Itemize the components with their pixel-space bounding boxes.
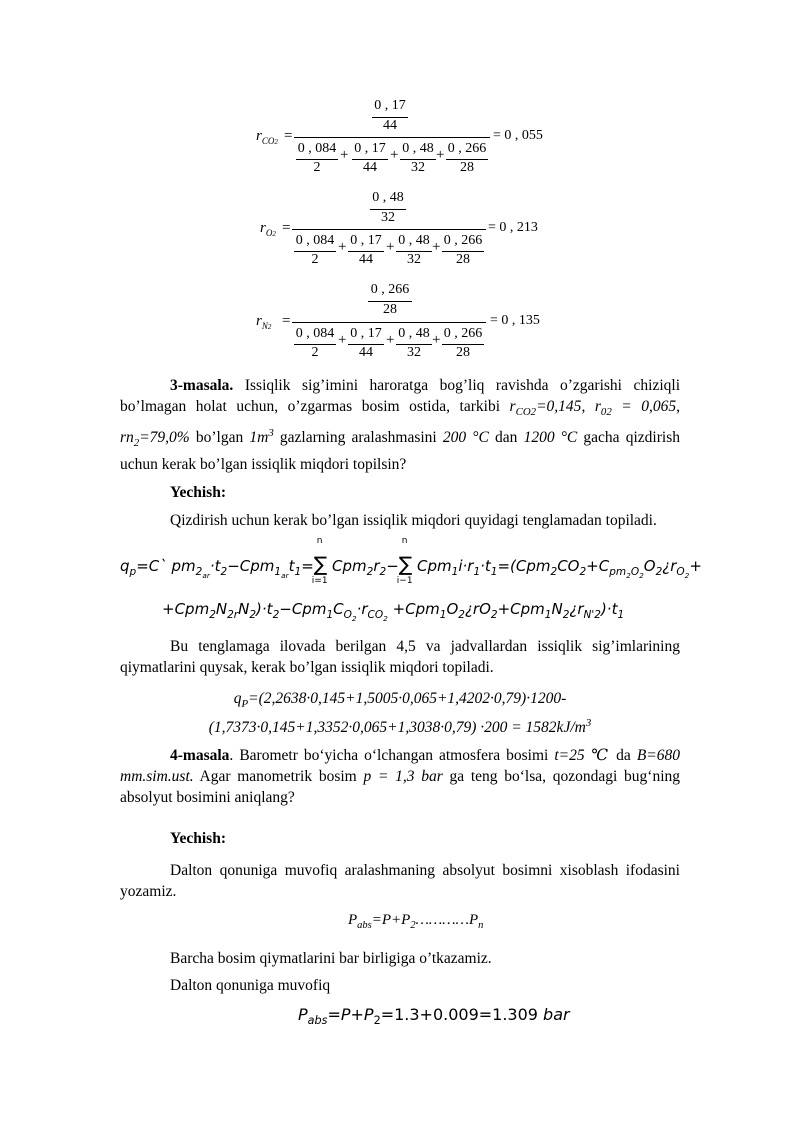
problem-4-heading: 4-masala	[170, 747, 230, 764]
dalton-text: Dalton qonuniga muvofiq	[170, 977, 331, 994]
solution-4-text: Dalton qonuniga muvofiq aralashmaning absolyut bosimni xisoblash ifodasini yozamiz.	[120, 862, 680, 900]
solution-3-label: Yechish:	[170, 484, 226, 501]
after-equation-paragraph: Bu tenglamaga ilovada berilgan 4,5 va jadvallardan issiqlik sig’imlarining qiymatlarini quysak, kerak bo’lgan issiqlik miqdori topiladi.	[120, 638, 680, 676]
eq1-result: = 0 , 055	[493, 128, 543, 143]
problem-3-heading: 3-masala.	[170, 377, 234, 394]
problem-3-paragraph: 3-masala. Issiqlik sig’imini haroratga bog’liq ravishda o’zgarishi chiziqli bo’lmagan holat uchun, o’zgarmas bosim ostida, tarkibi $r_{CO2}=0,145$, $r_{02} = 0,065$, $rn_2=79,0\%$ bo’lgan $1m^3$ gazlarning aralashmasini 200 °C dan 1200 °C gacha qizdirish uchun kerak bo’lgan issiqlik miqdori topilsin?	[120, 377, 681, 474]
calc-line-1: $q_P=(2,2638\cdot 0,145+1,5005\cdot 0,065+1,4202\cdot 0,79)\cdot 1200-$	[233, 690, 567, 711]
solution-3-intro: Qizdirish uchun kerak bo’lgan issiqlik miqdori quyidagi tenglamadan topiladi.	[170, 512, 657, 529]
formula-p-abs: $P_{abs}=P+P_2\dots\dots\dots\dots P_n$	[348, 912, 484, 931]
eq1-top-num: 0 , 17	[374, 98, 406, 113]
calc-line-2: $(1,7373\cdot 0,145+1,3352\cdot 0,065+1,3038\cdot 0,79) \cdot 200 = 1582kJ/m^3$	[208, 717, 592, 737]
bar-conversion-text: Barcha bosim qiymatlarini bar birligiga o’tkazamiz.	[170, 950, 492, 967]
eq3-result: = 0 , 135	[490, 313, 540, 328]
eq1-top-den: 44	[383, 118, 397, 133]
big-equation-line-1: $q_p=C`$ $pm_{2_{ar}}\cdot t_2-Cpm_{1_{ar}}t_1=\sum$ n i=1 $Cpm_2r_2-\sum$ n i−1 $Cpm_1i\cdot r_1\cdot t_1=(Cpm_2CO_2+C_{pm_2O_2}O_2¿r_{O_2}+$	[120, 536, 702, 586]
eq2-result: = 0 , 213	[488, 220, 538, 235]
eq1-main-bar	[294, 137, 490, 138]
big-equation-line-2: $+Cpm_2N_{2r}N_2)\cdot t_2-Cpm_1C_{O_2}\cdot r_{CO_2}$ $+Cpm_1O_2¿rO_2+Cpm_1N_2¿r_{N'2})\cdot t_1$	[162, 600, 625, 624]
final-result: $P_{abs}=P+P_2=1.3+0.009=1.309$ bar	[298, 1005, 570, 1028]
solution-4-label: Yechish:	[170, 830, 226, 847]
eq3-lhs: $r_{N2}$	[256, 313, 272, 331]
problem-4-paragraph: 4-masala. Barometr bo‘yicha o‘lchangan atmosfera bosimi t=25 ℃ da B=680 mm.sim.ust. Agar manometrik bosim p = 1,3 bar ga teng bo‘lsa, qozondagi bug‘ning absolyut bosimini aniqlang?	[120, 747, 680, 806]
eq1-lhs: $r_{CO2}$	[256, 128, 278, 146]
eq2-lhs: $r_{O2}$	[260, 220, 276, 238]
